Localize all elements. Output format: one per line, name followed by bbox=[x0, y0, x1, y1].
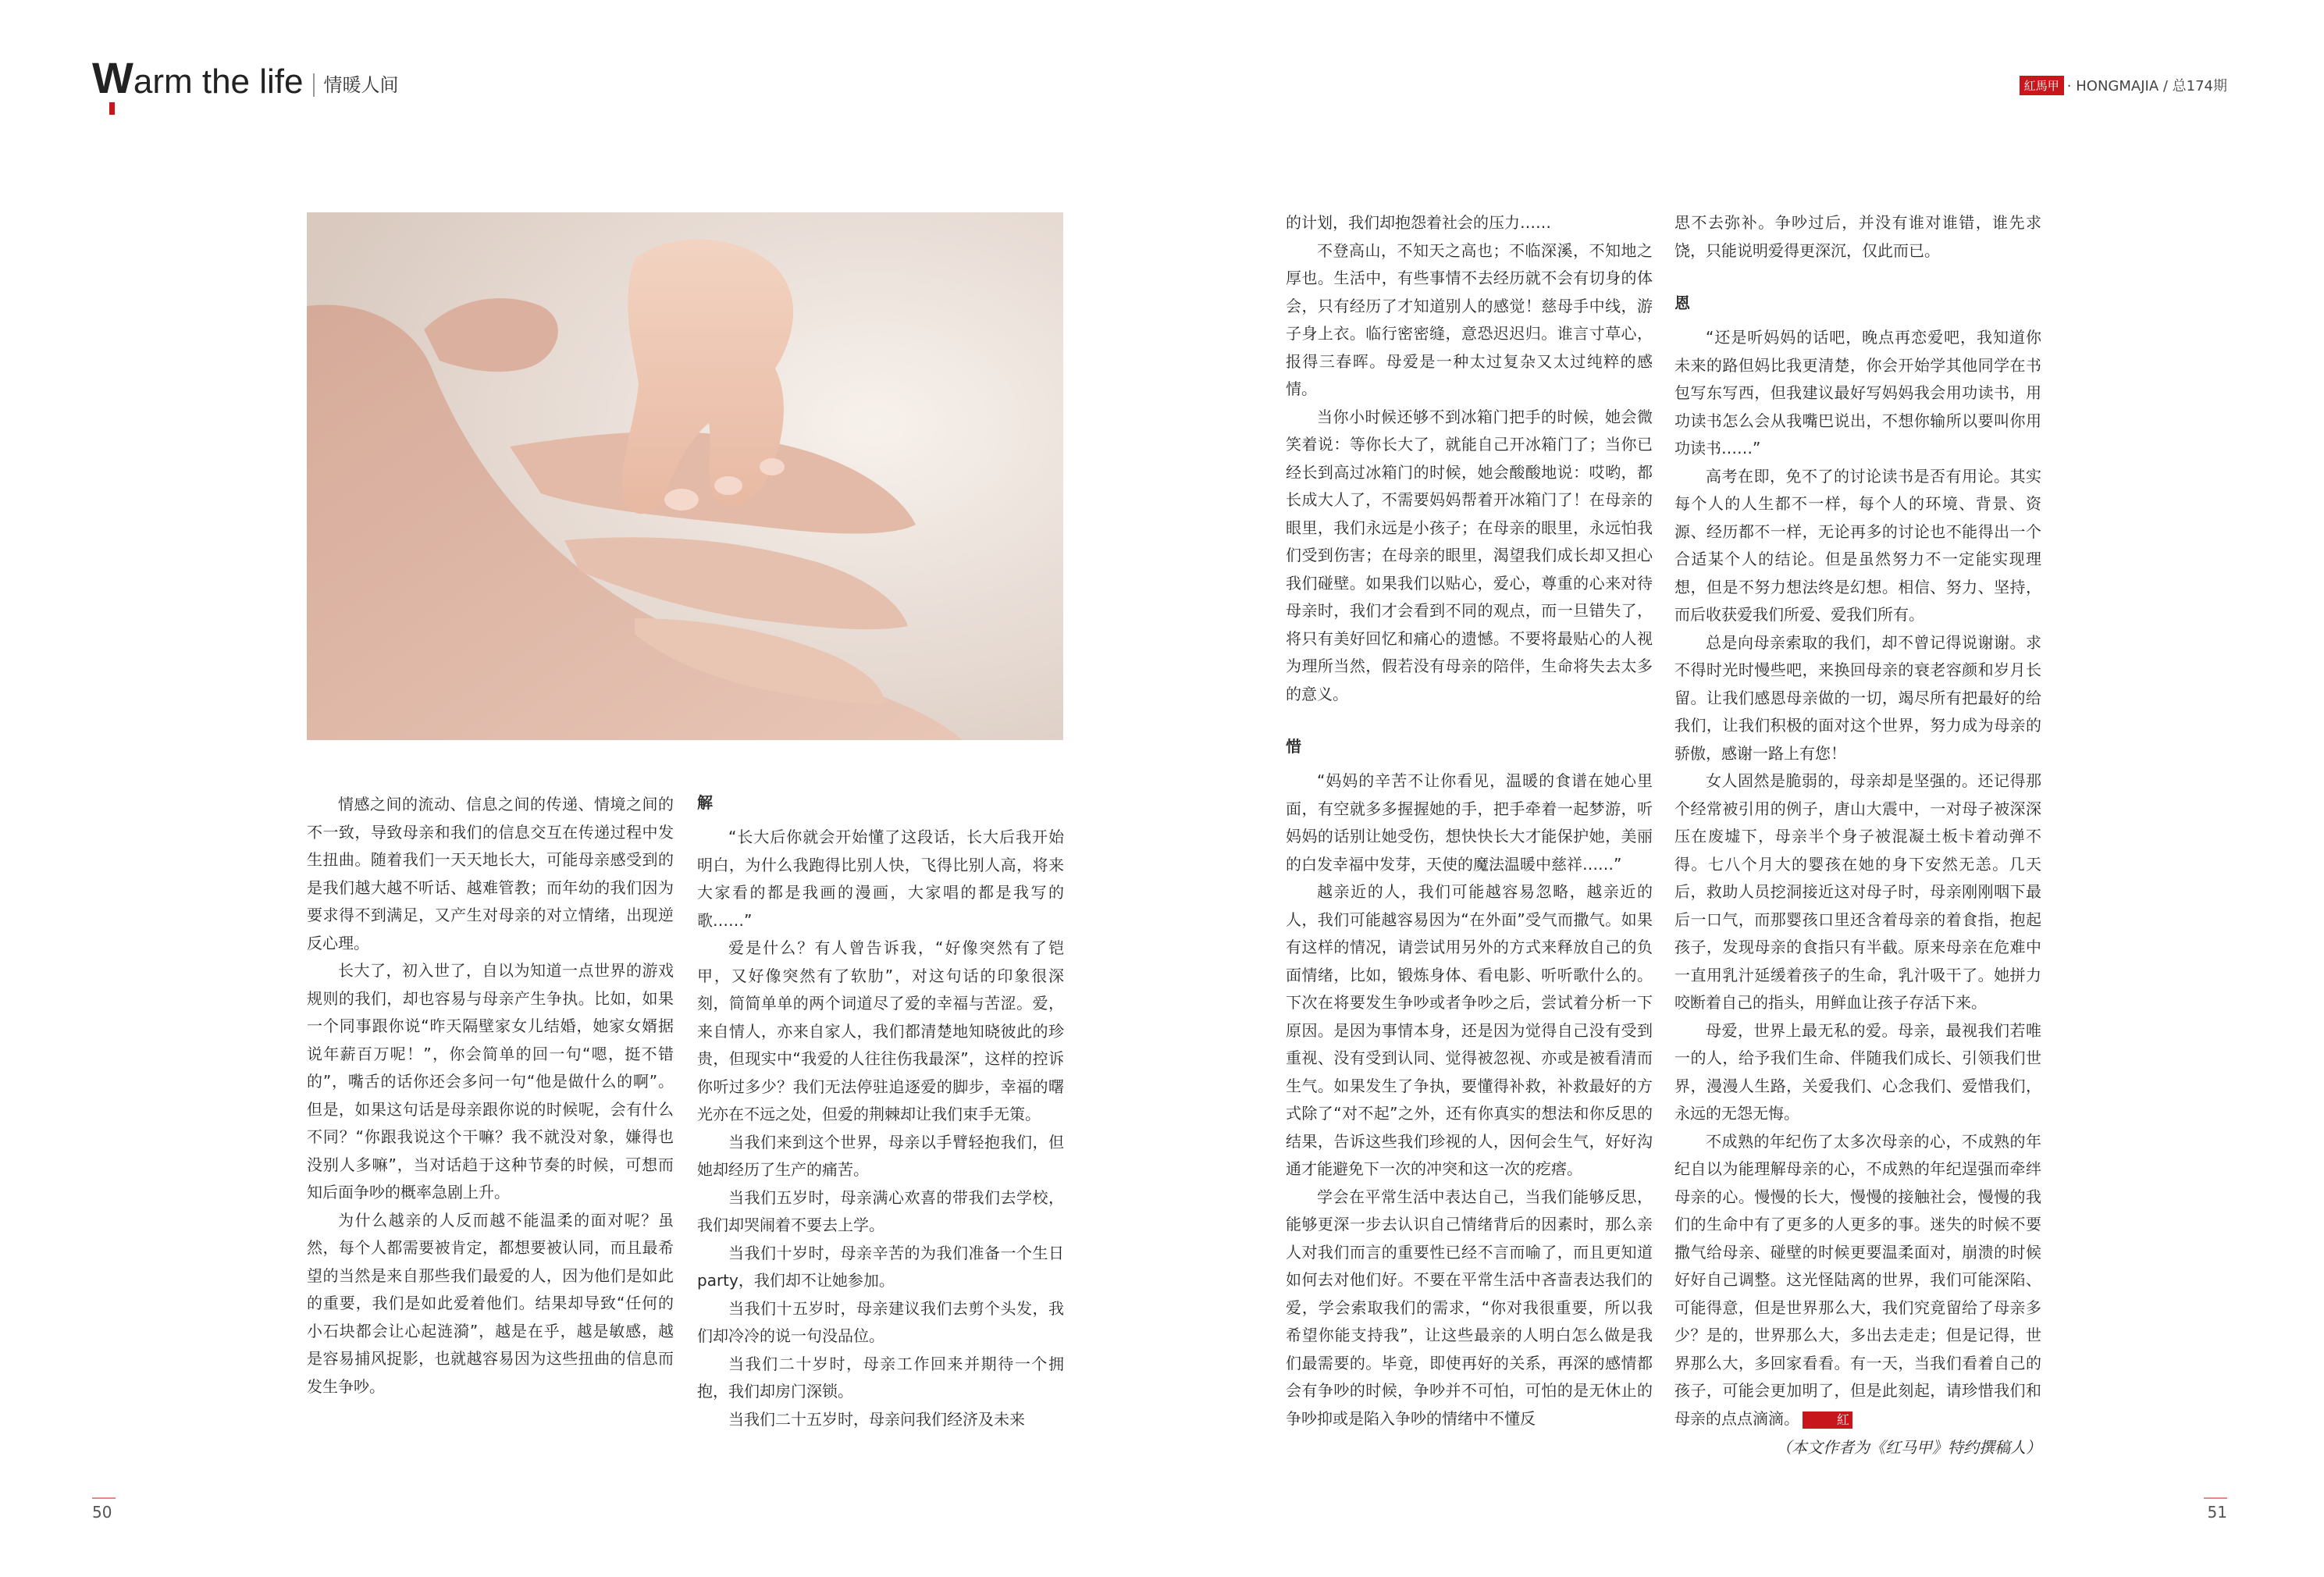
page-number-right: 51 bbox=[2207, 1503, 2227, 1522]
brand-title bbox=[92, 53, 304, 102]
issue-text: · HONGMAJIA / 总174期 bbox=[2066, 78, 2227, 94]
paragraph: “长大后你就会开始懂了这段话，长大后我开始明白，为什么我跑得比别人快，飞得比别人高，将来大家看的都是我画的漫画，大家唱的都是我写的歌……” bbox=[697, 828, 1064, 930]
article-column-1 bbox=[307, 791, 674, 1401]
paragraph: 学会在平常生活中表达自己，当我们能够反思，能够更深一步去认识自己情绪背后的因素时，那么亲人对我们而言的重要性已经不言而喻了，而且更知道如何去对他们好。不要在平常生活中吝啬表达我们的爱，学会索取我们的需求，“你对我很重要，所以我希望你能支持我”，让这些最亲的人明白怎么做是我们最需要的。毕竟，即使再好的关系，再深的感情都会有争吵的时候，争吵并不可怕，可怕的是无休止的争吵抑或是陷入争吵的情绪中不懂反 bbox=[1286, 1187, 1653, 1428]
section-name: 情暖人间 bbox=[323, 74, 399, 96]
page-number-left: 50 bbox=[92, 1503, 112, 1522]
issue-info bbox=[2020, 75, 2227, 95]
paragraph: 当我们来到这个世界，母亲以手臂轻抱我们，但她却经历了生产的痛苦。 bbox=[697, 1132, 1064, 1179]
paragraph: 不登高山，不知天之高也；不临深溪，不知地之厚也。生活中，有些事情不去经历就不会有切身的体会，只有经历了才知道别人的感觉！慈母手中线，游子身上衣。临行密密缝，意恐迟迟归。谁言寸草心，报得三春晖。母爱是一种太过复杂又太过纯粹的感情。 bbox=[1286, 240, 1653, 398]
end-mark: 紅 bbox=[1803, 1411, 1852, 1429]
article-column-4 bbox=[1674, 209, 2041, 1462]
paragraph-final bbox=[1674, 1128, 2041, 1433]
paragraph: 当我们十岁时，母亲辛苦的为我们准备一个生日 party，我们却不让她参加。 bbox=[697, 1243, 1064, 1290]
paragraph: 高考在即，免不了的讨论读书是否有用论。其实每个人的人生都不一样，每个人的环境、背景、资源、经历都不一样，无论再多的讨论也不能得出一个合适某个人的结论。但是虽然努力不一定能实现理想，但是不努力想法终是幻想。相信、努力、坚持，而后收获爱我们所爱、爱我们所有。 bbox=[1674, 466, 2041, 624]
paragraph: 思不去弥补。争吵过后，并没有谁对谁错，谁先求饶，只能说明爱得更深沉，仅此而已。 bbox=[1674, 213, 2041, 260]
paragraph: 情感之间的流动、信息之间的传递、情境之间的不一致，导致母亲和我们的信息交互在传递过程中发生扭曲。随着我们一天天地长大，可能母亲感受到的是我们越大越不听话、越难管教；而年幼的我们因为要求得不到满足，又产生对母亲的对立情绪，出现逆反心理。 bbox=[307, 795, 674, 952]
article-column-2 bbox=[697, 791, 1064, 1433]
paragraph: 长大了，初入世了，自以为知道一点世界的游戏规则的我们，却也容易与母亲产生争执。比如，如果一个同事跟你说“昨天隔壁家女儿结婚，她家女婿据说年薪百万呢！”，你会简单的回一句“嗯，挺不错的”，嘴舌的话你还会多问一句“他是做什么的啊”。但是，如果这句话是母亲跟你说的时候呢，会有什么不同？“你跟我说这个干嘛？我不就没对象，嫌得也没别人多嘛”，当对话趋于这种节奏的时候，可想而知后面争吵的概率急剧上升。 bbox=[307, 961, 674, 1201]
paragraph: 爱是什么？有人曾告诉我，“好像突然有了铠甲，又好像突然有了软肋”，对这句话的印象很深刻，简简单单的两个词道尽了爱的幸福与苦涩。爱，来自情人，亦来自家人，我们都清楚地知晓彼此的珍贵，但现实中“我爱的人往往伤我最深”，这样的控诉你听过多少？我们无法停驻追逐爱的脚步，幸福的曙光亦在不远之处，但爱的荆棘却让我们束手无策。 bbox=[697, 938, 1064, 1123]
photo-illustration bbox=[307, 212, 1063, 740]
page-number-rule bbox=[92, 1497, 116, 1499]
page-number-rule bbox=[2204, 1497, 2227, 1499]
brand-rest: arm the life bbox=[133, 62, 304, 101]
header-divider bbox=[313, 73, 315, 97]
magazine-header bbox=[92, 53, 399, 102]
paragraph: “妈妈的辛苦不让你看见，温暖的食谱在她心里面，有空就多多握握她的手，把手牵着一起梦游，听妈妈的话别让她受伤，想快快长大才能保护她，美丽的白发幸福中发芽，天使的魔法温暖中慈祥……” bbox=[1286, 771, 1653, 874]
section-heading-en: 恩 bbox=[1674, 294, 1690, 312]
brand-initial: W bbox=[92, 53, 133, 102]
paragraph: 当我们十五岁时，母亲建议我们去剪个头发，我们却冷冷的说一句没品位。 bbox=[697, 1298, 1064, 1345]
paragraph: 总是向母亲索取的我们，却不曾记得说谢谢。求不得时光时慢些吧，来换回母亲的衰老容颜和岁月长留。让我们感恩母亲做的一切，竭尽所有把最好的给我们，让我们积极的面对这个世界，努力成为母亲的骄傲，感谢一路上有您！ bbox=[1674, 632, 2041, 763]
section-heading-xi: 惜 bbox=[1286, 737, 1301, 756]
baby-hand-photo bbox=[307, 212, 1063, 740]
paragraph: 母爱，世界上最无私的爱。母亲，最视我们若唯一的人，给予我们生命、伴随我们成长、引领我们世界，漫漫人生路，关爱我们、心念我们、爱惜我们，永远的无怨无悔。 bbox=[1674, 1020, 2041, 1123]
paragraph: 当我们五岁时，母亲满心欢喜的带我们去学校，我们却哭闹着不要去上学。 bbox=[697, 1187, 1064, 1234]
paragraph: 当我们二十岁时，母亲工作回来并期待一个拥抱，我们却房门深锁。 bbox=[697, 1354, 1064, 1401]
paragraph: 越亲近的人，我们可能越容易忽略，越亲近的人，我们可能越容易因为“在外面”受气而撒气。如果有这样的情况，请尝试用另外的方式来释放自己的负面情绪，比如，锻炼身体、看电影、听听歌什么的。下次在将要发生争吵或者争吵之后，尝试着分析一下原因。是因为事情本身，还是因为觉得自己没有受到重视、没有受到认同、觉得被忽视、亦或是被看清而生气。如果发生了争执，要懂得补救，补救最好的方式除了“对不起”之外，还有你真实的想法和你反思的结果，告诉这些我们珍视的人，因何会生气，好好沟通才能避免下一次的冲突和这一次的疙瘩。 bbox=[1286, 882, 1653, 1178]
paragraph: 的计划，我们却抱怨着社会的压力…… bbox=[1286, 213, 1551, 232]
section-heading-jie: 解 bbox=[697, 793, 713, 812]
magazine-logo: 紅馬甲 bbox=[2020, 76, 2064, 95]
author-credit: （本文作者为《红马甲》特约撰稿人） bbox=[1776, 1438, 2041, 1457]
paragraph: “还是听妈妈的话吧，晚点再恋爱吧，我知道你未来的路但妈比我更清楚，你会开始学其他同学在书包写东写西，但我建议最好写妈妈我会用功读书，用功读书怎么会从我嘴巴说出，不想你输所以要叫你用功读书……” bbox=[1674, 328, 2041, 457]
paragraph-final-text: 不成熟的年纪伤了太多次母亲的心，不成熟的年纪自以为能理解母亲的心，不成熟的年纪逞强而牵绊母亲的心。慢慢的长大，慢慢的接触社会，慢慢的我们的生命中有了更多的人更多的事。迷失的时候不要撒气给母亲、碰壁的时候更要温柔面对，崩溃的时候好好自己调整。这光怪陆离的世界，我们可能深陷、可能得意，但是世界那么大，我们究竟留给了母亲多少？是的，世界那么大，多出去走走；但是记得，世界那么大，多回家看看。有一天，当我们看着自己的孩子，可能会更加明了，但是此刻起，请珍惜我们和母亲的点点滴滴。 bbox=[1674, 1131, 2041, 1428]
paragraph: 女人固然是脆弱的，母亲却是坚强的。还记得那个经常被引用的例子，唐山大震中，一对母子被深深压在废墟下，母亲半个身子被混凝土板卡着动弹不得。七八个月大的婴孩在她的身下安然无恙。几天后，救助人员挖洞接近这对母子时，母亲刚刚咽下最后一口气，而那婴孩口里还含着母亲的着食指，抱起孩子，发现母亲的食指只有半截。原来母亲在危难中一直用乳汁延缓着孩子的生命，乳汁吸干了。她拼力咬断着自己的指头，用鲜血让孩子存活下来。 bbox=[1674, 771, 2041, 1012]
article-column-3 bbox=[1286, 209, 1653, 1433]
paragraph: 当我们二十五岁时，母亲问我们经济及未来 bbox=[728, 1409, 1025, 1429]
paragraph: 为什么越亲的人反而越不能温柔的面对呢？虽然，每个人都需要被肯定，都想要被认同，而且最希望的当然是来自那些我们最爱的人，因为他们是如此的重要，我们是如此爱着他们。结果却导致“任何的小石块都会让心起涟漪”，越是在乎，越是敏感，越是容易捕风捉影，也就越容易因为这些扭曲的信息而发生争吵。 bbox=[307, 1210, 674, 1396]
paragraph: 当你小时候还够不到冰箱门把手的时候，她会微笑着说：等你长大了，就能自己开冰箱门了；当你已经长到高过冰箱门的时候，她会酸酸地说：哎哟，都长成大人了，不需要妈妈帮着开冰箱门了！在母亲的眼里，我们永远是小孩子；在母亲的眼里，永远怕我们受到伤害；在母亲的眼里，渴望我们成长却又担心我们碰壁。如果我们以贴心，爱心，尊重的心来对待母亲时，我们才会看到不同的观点，而一旦错失了，将只有美好回忆和痛心的遗憾。不要将最贴心的人视为理所当然，假若没有母亲的陪伴，生命将失去太多的意义。 bbox=[1286, 407, 1653, 703]
